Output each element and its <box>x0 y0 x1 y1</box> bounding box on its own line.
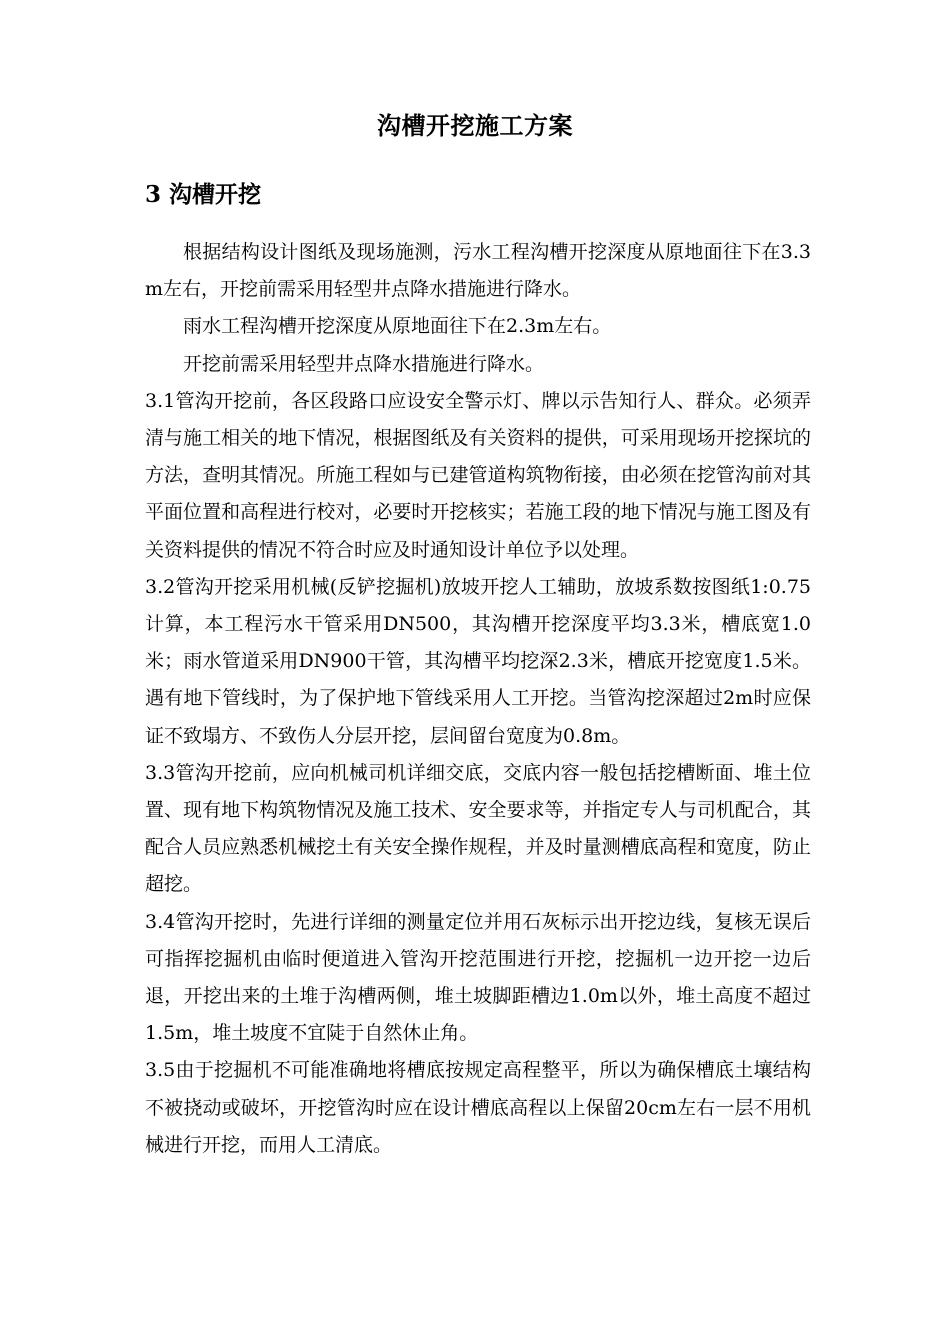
paragraph-3-4: 3.4管沟开挖时，先进行详细的测量定位并用石灰标示出开挖边线，复核无误后可指挥挖掘机由临时便道进入管沟开挖范围进行开挖，挖掘机一边开挖一边后退，开挖出来的土堆于沟槽两侧，堆土坡脚距槽边1.0m以外，堆土高度不超过1.5m，堆土坡度不宜陡于自然休止角。 <box>145 910 811 1045</box>
paragraph-3-5: 3.5由于挖掘机不可能准确地将槽底按规定高程整平，所以为确保槽底土壤结构不被挠动或破坏，开挖管沟时应在设计槽底高程以上保留20cm左右一层不用机械进行开挖，而用人工清底。 <box>145 1059 811 1156</box>
paragraph-3-3: 3.3管沟开挖前，应向机械司机详细交底，交底内容一般包括挖槽断面、堆土位置、现有地下构筑物情况及施工技术、安全要求等，并指定专人与司机配合，其配合人员应熟悉机械挖土有关安全操作规程，并及时量测槽底高程和宽度，防止超挖。 <box>145 761 811 896</box>
paragraph-3-2: 3.2管沟开挖采用机械(反铲挖掘机)放坡开挖人工辅助，放坡系数按图纸1:0.75计算，本工程污水干管采用DN500，其沟槽开挖深度平均3.3米，槽底宽1.0米；雨水管道采用DN900干管，其沟槽平均挖深2.3米，槽底开挖宽度1.5米。遇有地下管线时，为了保护地下管线采用人工开挖。当管沟挖深超过2m时应保证不致塌方、不致伤人分层开挖，层间留台宽度为0.8m。 <box>145 575 811 747</box>
paragraph-dewatering: 开挖前需采用轻型井点降水措施进行降水。 <box>183 352 545 375</box>
document-title: 沟槽开挖施工方案 <box>377 111 573 140</box>
paragraph-3-1: 3.1管沟开挖前，各区段路口应设安全警示灯、牌以示告知行人、群众。必须弄清与施工相关的地下情况，根据图纸及有关资料的提供，可采用现场开挖探坑的方法，查明其情况。所施工程如与已建管道构筑物衔接，由必须在挖管沟前对其平面位置和高程进行校对，必要时开挖核实；若施工段的地下情况与施工图及有关资料提供的情况不符合时应及时通知设计单位予以处理。 <box>145 389 811 561</box>
document-body <box>145 234 811 1164</box>
section-heading: 3 沟槽开挖 <box>145 181 262 208</box>
paragraph-rainwater: 雨水工程沟槽开挖深度从原地面往下在2.3m左右。 <box>183 315 612 338</box>
paragraph-intro: 根据结构设计图纸及现场施测，污水工程沟槽开挖深度从原地面往下在3.3m左右，开挖前需采用轻型井点降水措施进行降水。 <box>145 241 811 301</box>
